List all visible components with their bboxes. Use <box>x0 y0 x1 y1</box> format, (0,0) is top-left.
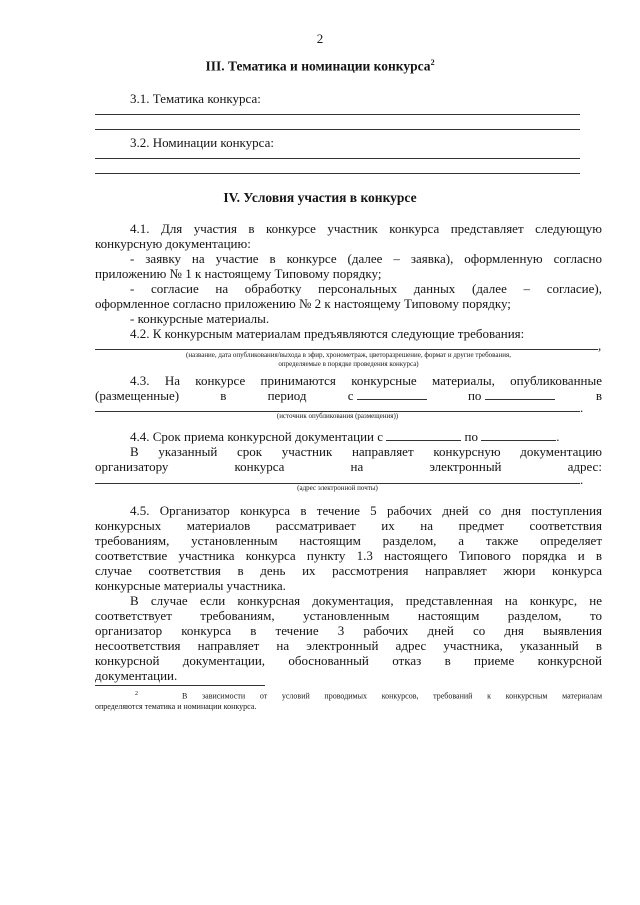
section-4-title: IV. Условия участия в конкурсе <box>223 190 417 205</box>
caption-4-2: (название, дата опубликования/выхода в эфир, хронометраж, цветоразрешение, формат и другие требования, определяемые в порядке проведения конкурса) <box>186 351 511 368</box>
para-5-line: соответствует требованиям, установленным настоящим разделом, то <box>95 608 602 623</box>
para-4-3-fill-row: (размещенные) в период с по в <box>95 388 602 403</box>
blank-line <box>95 129 580 130</box>
deadline-to-blank[interactable] <box>481 429 556 441</box>
line-end-dot: . <box>580 400 584 415</box>
para-5-line: организатор конкурса в течение 3 рабочих дней со дня выявления <box>95 623 602 638</box>
para-4-1-line: 4.1. Для участия в конкурсе участник конкурса представляет следующую <box>130 221 602 236</box>
blank-line <box>95 114 580 115</box>
para-4-5-line: конкурсные материалы участника. <box>95 578 286 593</box>
para-4-5-line: случае соответствия в день их рассмотрения направляет жюри конкурса <box>95 563 602 578</box>
footnote <box>95 689 602 712</box>
section-3-title: III. Тематика и номинации конкурса$^2$ <box>205 58 435 74</box>
para-4-4-line: В указанный срок участник направляет конкурсную документацию <box>130 444 602 459</box>
footnote-separator <box>95 685 265 686</box>
para-5-line: документации. <box>95 668 178 683</box>
bullet-1-line: приложению № 1 к настоящему Типовому порядку; <box>95 266 382 281</box>
para-4-2: 4.2. К конкурсным материалам предъявляются следующие требования: <box>130 326 525 341</box>
item-3-1: 3.1. Тематика конкурса: <box>130 91 261 106</box>
line-end-comma: , <box>598 338 602 353</box>
para-5-line: конкурсной документации, обоснованный отказ в приеме конкурсной <box>95 653 602 668</box>
bullet-3: - конкурсные материалы. <box>130 311 270 326</box>
para-4-3-line: 4.3. На конкурсе принимаются конкурсные материалы, опубликованные <box>130 373 602 388</box>
para-5-line: несоответствия направляет на электронный адрес участника, указанный в <box>95 638 602 653</box>
caption-4-3: (источник опубликования (размещения)) <box>276 412 399 420</box>
para-5-line: В случае если конкурсная документация, представленная на конкурс, не <box>130 593 602 608</box>
para-4-1-line: конкурсную документацию: <box>95 236 251 251</box>
para-4-5-line: требованиям, установленным настоящим разделом, а также определяет <box>95 533 602 548</box>
footnote-line: определяются тематика и номинации конкурса. <box>95 701 257 711</box>
item-3-2: 3.2. Номинации конкурса: <box>130 135 274 150</box>
blank-line <box>95 158 580 159</box>
para-4-4-line: организатору конкурса на электронный адрес: <box>95 459 602 474</box>
date-from-blank[interactable] <box>357 388 427 400</box>
footnote-ref: 2 <box>430 58 435 67</box>
date-to-blank[interactable] <box>485 388 555 400</box>
caption-4-4: (адрес электронной почты) <box>297 484 378 492</box>
footnote-line: $^2$ В зависимости от условий проводимых конкурсов, требований к конкурсным материалам <box>135 691 603 701</box>
blank-line <box>95 173 580 174</box>
para-4-5-line: 4.5. Организатор конкурса в течение 5 рабочих дней со дня поступления <box>130 503 602 518</box>
line-end-dot: . <box>580 472 584 487</box>
para-4-5-line: конкурсных материалов рассматривает их на предмет соответствия <box>95 518 602 533</box>
para-4-4-line: 4.4. Срок приема конкурсной документации с по . <box>130 429 560 444</box>
blank-line <box>95 349 598 350</box>
bullet-1-line: - заявку на участие в конкурсе (далее – заявка), оформленную согласно <box>130 251 602 266</box>
deadline-from-blank[interactable] <box>386 429 461 441</box>
para-4-5-line: соответствие участника конкурса пункту 1.3 настоящего Типового порядка и в <box>95 548 602 563</box>
page-number: 2 <box>316 31 324 46</box>
bullet-2-line: - согласие на обработку персональных данных (далее – согласие), <box>130 281 602 296</box>
bullet-2-line: оформленное согласно приложению № 2 к настоящему Типовому порядку; <box>95 296 511 311</box>
